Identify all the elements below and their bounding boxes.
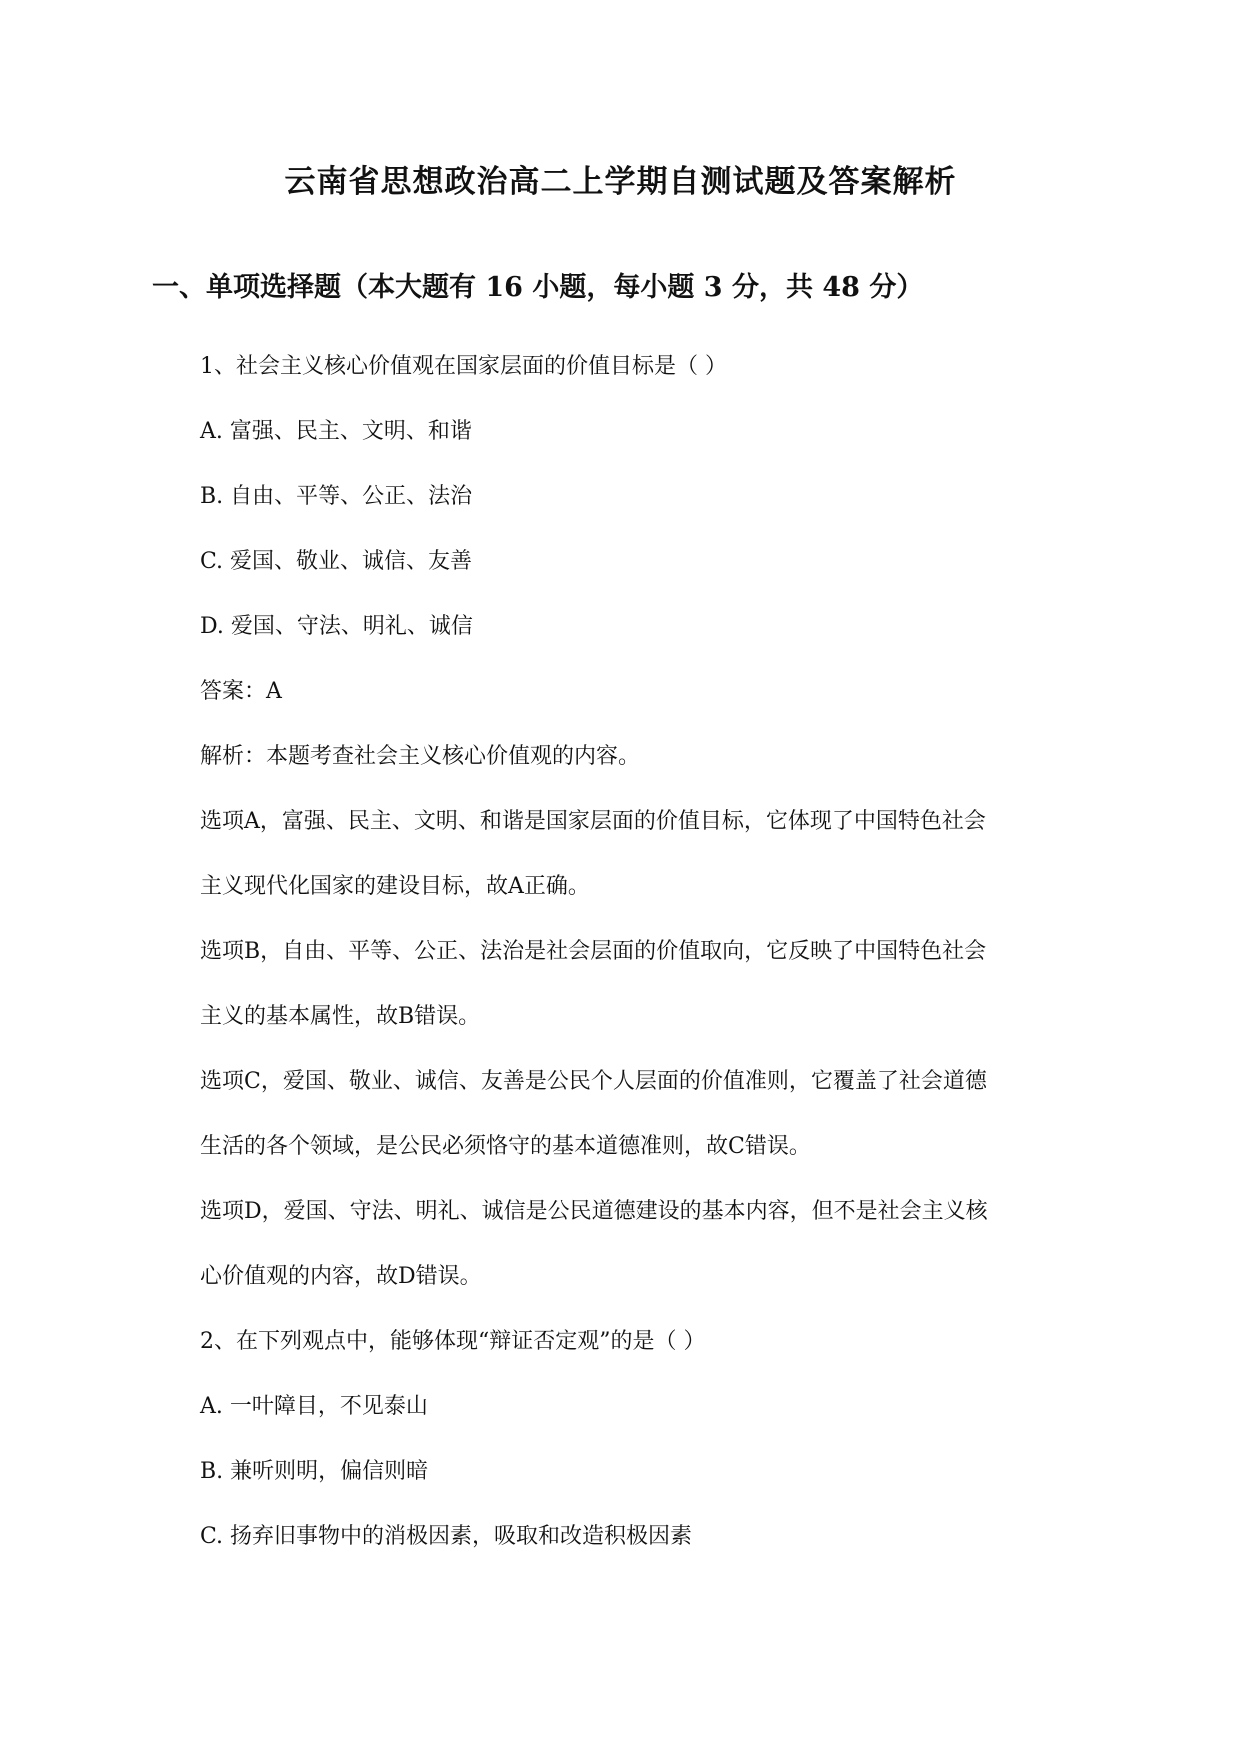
question-1-analysis-line: 选项B，自由、平等、公正、法治是社会层面的价值取向，它反映了中国特色社会 (200, 939, 987, 964)
question-1-analysis-line: 生活的各个领域，是公民必须恪守的基本道德准则，故C错误。 (200, 1134, 811, 1159)
question-1-analysis-line: 选项A，富强、民主、文明、和谐是国家层面的价值目标，它体现了中国特色社会 (200, 809, 986, 834)
question-1-analysis-line: 选项C，爱国、敬业、诚信、友善是公民个人层面的价值准则，它覆盖了社会道德 (200, 1069, 987, 1094)
question-1-analysis-line: 心价值观的内容，故D错误。 (200, 1264, 482, 1289)
question-2-option-b: B. 兼听则明，偏信则暗 (200, 1459, 429, 1484)
section-heading: 一、单项选择题（本大题有 16 小题，每小题 3 分，共 48 分） (152, 272, 924, 303)
question-1-option-a: A. 富强、民主、文明、和谐 (200, 419, 472, 444)
question-body (200, 345, 1100, 1580)
question-2-option-c: C. 扬弃旧事物中的消极因素，吸取和改造积极因素 (200, 1524, 693, 1549)
question-2-stem: 2、在下列观点中，能够体现“辩证否定观”的是（ ） (200, 1329, 706, 1354)
question-1-stem: 1、社会主义核心价值观在国家层面的价值目标是（ ） (200, 354, 727, 379)
question-1-answer: 答案：A (200, 679, 282, 704)
question-1-option-b: B. 自由、平等、公正、法治 (200, 484, 473, 509)
question-1-analysis-line: 主义的基本属性，故B错误。 (200, 1004, 481, 1029)
question-1-analysis-line: 选项D，爱国、守法、明礼、诚信是公民道德建设的基本内容，但不是社会主义核 (200, 1199, 988, 1224)
question-1-analysis-line: 解析：本题考查社会主义核心价值观的内容。 (200, 744, 641, 769)
question-1-analysis-line: 主义现代化国家的建设目标，故A正确。 (200, 874, 590, 899)
document-title: 云南省思想政治高二上学期自测试题及答案解析 (284, 164, 957, 200)
question-2-option-a: A. 一叶障目，不见泰山 (200, 1394, 428, 1419)
question-1-option-d: D. 爱国、守法、明礼、诚信 (200, 614, 473, 639)
question-1-option-c: C. 爱国、敬业、诚信、友善 (200, 549, 473, 574)
